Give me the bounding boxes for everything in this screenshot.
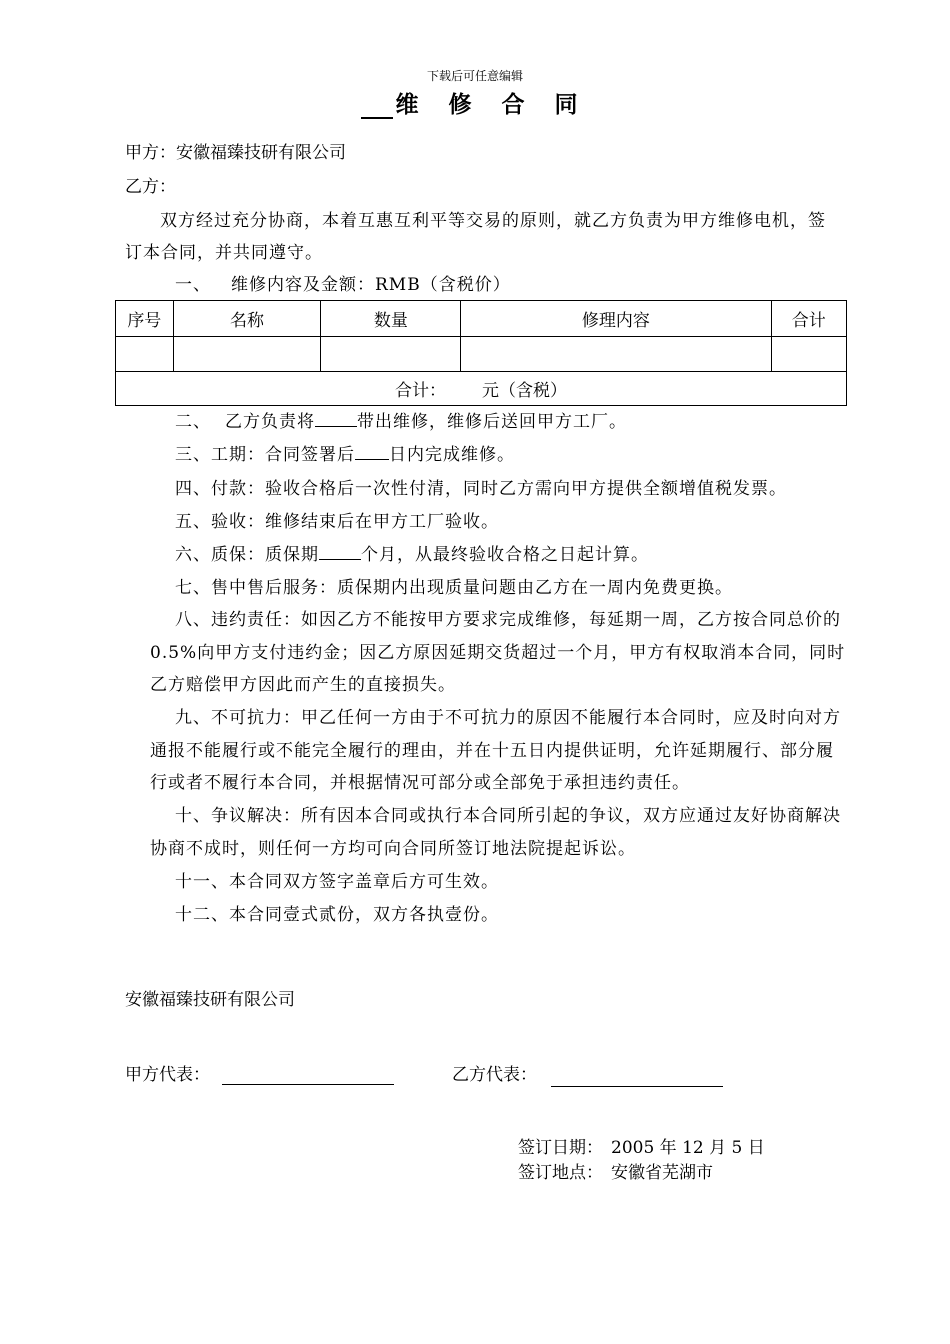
table-cell[interactable] [116, 337, 174, 372]
col-header-repair-content: 修理内容 [461, 301, 771, 337]
sign-place [518, 1158, 713, 1183]
party-b-label: 乙方： [125, 177, 176, 197]
rep-a-label: 甲方代表： [125, 1065, 210, 1085]
col-header-name: 名称 [173, 301, 321, 337]
sign-date-value: 2005 年 12 月 5 日 [611, 1138, 765, 1158]
party-a-line [125, 138, 346, 163]
sign-date-label: 签订日期： [518, 1138, 603, 1158]
table-header-row [116, 301, 847, 337]
col-header-subtotal: 合计 [771, 301, 847, 337]
sign-date [518, 1133, 765, 1158]
table-cell[interactable] [173, 337, 321, 372]
table-row [116, 337, 847, 372]
section-9-line-3: 行或者不履行本合同，并根据情况可部分或全部免于承担违约责任。 [150, 773, 690, 793]
table-cell[interactable] [321, 337, 461, 372]
sign-place-label: 签订地点： [518, 1163, 603, 1183]
section-1-text: 维修内容及金额：RMB（含税价） [231, 275, 511, 295]
section-1-number: 一、 [175, 275, 211, 295]
table-cell[interactable] [771, 337, 847, 372]
section-2 [175, 407, 627, 432]
table-cell[interactable] [461, 337, 771, 372]
section-12: 十二、本合同壹式贰份，双方各执壹份。 [175, 905, 499, 925]
section-2-number: 二、 [175, 412, 211, 432]
rep-b-signature-line[interactable] [551, 1086, 723, 1087]
section-9-line-1: 九、不可抗力：甲乙任何一方由于不可抗力的原因不能履行本合同时，应及时向对方 [175, 708, 841, 728]
company-signature-name: 安徽福臻技研有限公司 [125, 990, 295, 1010]
section-1-heading [175, 270, 511, 295]
section-5: 五、验收：维修结束后在甲方工厂验收。 [175, 512, 499, 532]
party-a-label: 甲方： [125, 143, 176, 163]
total-label: 合计： [395, 381, 446, 401]
rep-a-signature-line[interactable] [222, 1084, 394, 1085]
section-3 [175, 440, 515, 465]
section-4: 四、付款：验收合格后一次性付清，同时乙方需向甲方提供全额增值税发票。 [175, 479, 787, 499]
section-6 [175, 540, 649, 565]
section-3-blank[interactable] [355, 443, 389, 460]
repair-items-table [115, 300, 847, 406]
section-8-line-1: 八、违约责任：如因乙方不能按甲方要求完成维修，每延期一周，乙方按合同总价的 [175, 610, 841, 630]
section-11: 十一、本合同双方签字盖章后方可生效。 [175, 872, 499, 892]
table-total-row [116, 372, 847, 406]
section-6-post: 个月，从最终验收合格之日起计算。 [361, 545, 649, 565]
intro-line-2: 订本合同，并共同遵守。 [125, 243, 323, 263]
section-3-pre: 三、工期：合同签署后 [175, 445, 355, 465]
section-10-line-1: 十、争议解决：所有因本合同或执行本合同所引起的争议，双方应通过友好协商解决 [175, 806, 841, 826]
document-title [0, 86, 950, 119]
section-2-blank[interactable] [315, 410, 357, 427]
section-3-post: 日内完成维修。 [389, 445, 515, 465]
col-header-index: 序号 [116, 301, 174, 337]
title-blank [361, 97, 393, 119]
title-text: 维 修 合 同 [395, 91, 589, 118]
intro-line-1: 双方经过充分协商，本着互惠互利平等交易的原则，就乙方负责为甲方维修电机，签 [160, 211, 826, 231]
section-6-blank[interactable] [319, 543, 361, 560]
section-6-pre: 六、质保：质保期 [175, 545, 319, 565]
section-2-pre: 乙方负责将 [225, 412, 315, 432]
sign-place-value: 安徽省芜湖市 [611, 1163, 713, 1183]
section-10-line-2: 协商不成时，则任何一方均可向合同所签订地法院提起诉讼。 [150, 839, 636, 859]
section-7: 七、售中售后服务：质保期内出现质量问题由乙方在一周内免费更换。 [175, 578, 733, 598]
section-8-line-2: 0.5%向甲方支付违约金；因乙方原因延期交货超过一个月，甲方有权取消本合同，同时 [150, 643, 846, 663]
header-note: 下载后可任意编辑 [426, 69, 523, 83]
total-unit: 元（含税） [482, 381, 567, 401]
col-header-quantity: 数量 [321, 301, 461, 337]
rep-b-label: 乙方代表： [452, 1065, 537, 1085]
section-8-line-3: 乙方赔偿甲方因此而产生的直接损失。 [150, 675, 456, 695]
table-total-cell [116, 372, 847, 406]
section-2-post: 带出维修，维修后送回甲方工厂。 [357, 412, 627, 432]
section-9-line-2: 通报不能履行或不能完全履行的理由，并在十五日内提供证明，允许延期履行、部分履 [150, 741, 834, 761]
party-a-name: 安徽福臻技研有限公司 [176, 143, 346, 163]
